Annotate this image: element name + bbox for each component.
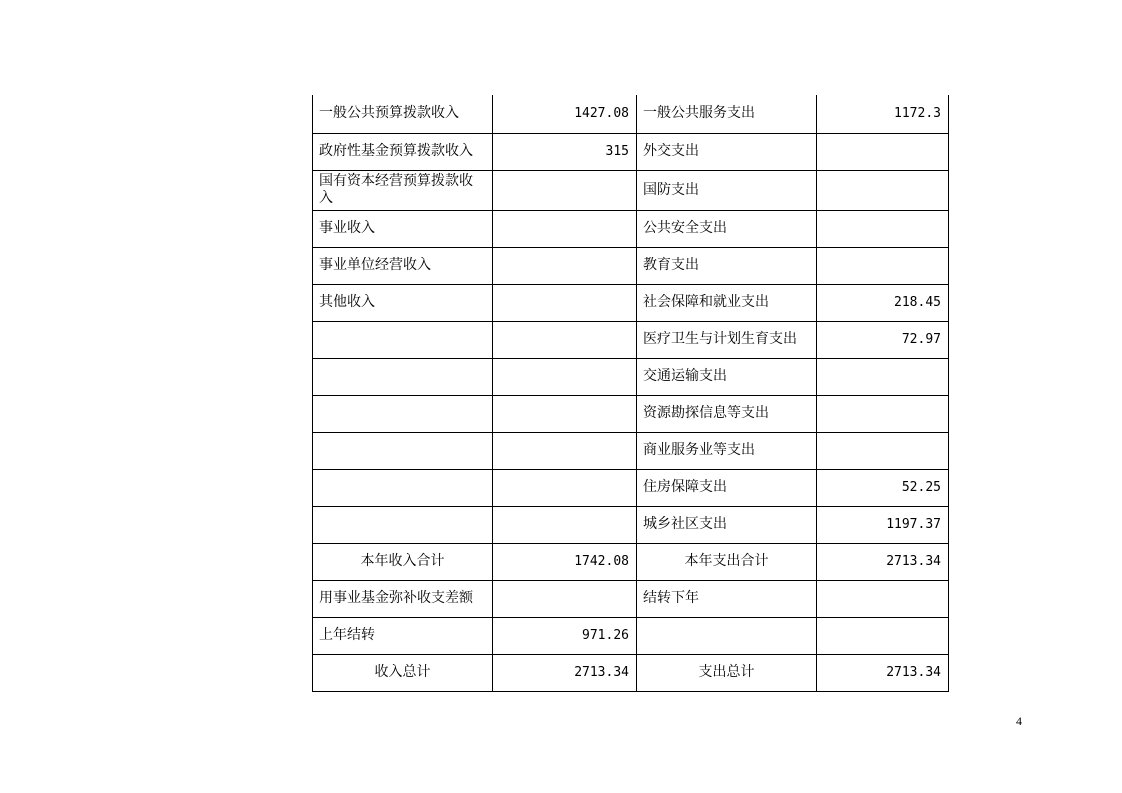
expense-item-cell: 住房保障支出 xyxy=(637,469,817,506)
income-amount-cell xyxy=(493,580,637,617)
table-row xyxy=(313,469,949,506)
expense-amount-cell xyxy=(817,580,949,617)
expense-item-cell: 外交支出 xyxy=(637,133,817,170)
budget-table xyxy=(312,95,949,692)
income-amount-cell: 1742.08 xyxy=(493,543,637,580)
table-row xyxy=(313,395,949,432)
expense-amount-cell: 52.25 xyxy=(817,469,949,506)
expense-amount-cell xyxy=(817,395,949,432)
table-row xyxy=(313,506,949,543)
expense-item-cell: 社会保障和就业支出 xyxy=(637,284,817,321)
expense-amount-cell xyxy=(817,358,949,395)
expense-item-cell: 国防支出 xyxy=(637,170,817,210)
expense-amount-cell xyxy=(817,617,949,654)
table-row xyxy=(313,543,949,580)
income-amount-cell: 971.26 xyxy=(493,617,637,654)
expense-item-cell: 本年支出合计 xyxy=(637,543,817,580)
income-amount-cell xyxy=(493,432,637,469)
expense-amount-cell xyxy=(817,432,949,469)
table-row xyxy=(313,358,949,395)
income-item-cell xyxy=(313,506,493,543)
income-amount-cell xyxy=(493,469,637,506)
income-item-cell xyxy=(313,469,493,506)
expense-amount-cell: 1197.37 xyxy=(817,506,949,543)
income-amount-cell xyxy=(493,210,637,247)
expense-item-cell: 城乡社区支出 xyxy=(637,506,817,543)
expense-amount-cell xyxy=(817,247,949,284)
expense-item-cell: 公共安全支出 xyxy=(637,210,817,247)
income-item-cell xyxy=(313,395,493,432)
expense-amount-cell: 72.97 xyxy=(817,321,949,358)
income-item-cell xyxy=(313,432,493,469)
expense-amount-cell: 1172.3 xyxy=(817,95,949,133)
expense-item-cell: 交通运输支出 xyxy=(637,358,817,395)
income-amount-cell: 1427.08 xyxy=(493,95,637,133)
income-item-cell xyxy=(313,321,493,358)
table-row xyxy=(313,580,949,617)
table-row xyxy=(313,284,949,321)
income-amount-cell xyxy=(493,321,637,358)
table-row xyxy=(313,247,949,284)
table-row xyxy=(313,321,949,358)
income-item-cell: 本年收入合计 xyxy=(313,543,493,580)
budget-table-body xyxy=(313,95,949,691)
income-amount-cell xyxy=(493,358,637,395)
expense-item-cell: 支出总计 xyxy=(637,654,817,691)
table-row xyxy=(313,95,949,133)
income-amount-cell xyxy=(493,170,637,210)
expense-item-cell: 结转下年 xyxy=(637,580,817,617)
expense-item-cell: 医疗卫生与计划生育支出 xyxy=(637,321,817,358)
income-item-cell: 事业单位经营收入 xyxy=(313,247,493,284)
income-item-cell: 收入总计 xyxy=(313,654,493,691)
income-amount-cell xyxy=(493,395,637,432)
income-item-cell: 一般公共预算拨款收入 xyxy=(313,95,493,133)
income-item-cell: 上年结转 xyxy=(313,617,493,654)
income-item-cell: 政府性基金预算拨款收入 xyxy=(313,133,493,170)
income-amount-cell: 315 xyxy=(493,133,637,170)
expense-item-cell xyxy=(637,617,817,654)
income-amount-cell xyxy=(493,247,637,284)
expense-amount-cell xyxy=(817,210,949,247)
income-item-cell xyxy=(313,358,493,395)
income-item-cell: 事业收入 xyxy=(313,210,493,247)
table-row xyxy=(313,617,949,654)
expense-amount-cell: 218.45 xyxy=(817,284,949,321)
expense-amount-cell xyxy=(817,133,949,170)
income-item-cell: 其他收入 xyxy=(313,284,493,321)
expense-item-cell: 一般公共服务支出 xyxy=(637,95,817,133)
table-row xyxy=(313,133,949,170)
income-amount-cell: 2713.34 xyxy=(493,654,637,691)
table-row xyxy=(313,210,949,247)
table-row xyxy=(313,170,949,210)
expense-item-cell: 教育支出 xyxy=(637,247,817,284)
income-item-cell: 用事业基金弥补收支差额 xyxy=(313,580,493,617)
expense-amount-cell: 2713.34 xyxy=(817,654,949,691)
table-row xyxy=(313,654,949,691)
income-item-cell: 国有资本经营预算拨款收入 xyxy=(313,170,493,210)
table-row xyxy=(313,432,949,469)
income-amount-cell xyxy=(493,284,637,321)
expense-amount-cell xyxy=(817,170,949,210)
page-number: 4 xyxy=(1016,714,1022,728)
expense-amount-cell: 2713.34 xyxy=(817,543,949,580)
expense-item-cell: 资源勘探信息等支出 xyxy=(637,395,817,432)
expense-item-cell: 商业服务业等支出 xyxy=(637,432,817,469)
income-amount-cell xyxy=(493,506,637,543)
